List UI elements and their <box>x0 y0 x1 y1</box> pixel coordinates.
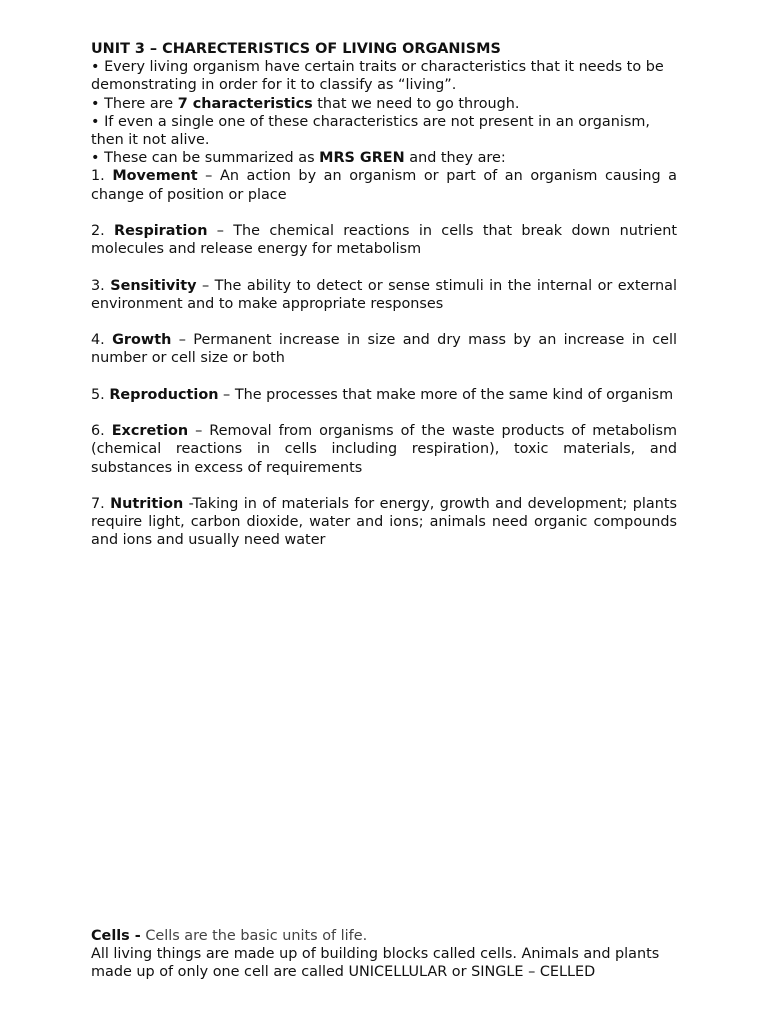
bold-mrs-gren: MRS GREN <box>319 150 405 167</box>
characteristic-nutrition: 7. Nutrition -Taking in of materials for energy, growth and development; plants require light, carbon dioxide, water and ions; animals need organic compounds and ions and usually need water <box>91 495 677 549</box>
main-content <box>91 40 677 568</box>
intro-bullet-4: • These can be summarized as MRS GREN and they are: <box>91 150 506 167</box>
characteristic-sensitivity: 3. Sensitivity – The ability to detect or sense stimuli in the internal or external environment and to make appropriate responses <box>91 277 677 312</box>
intro-bullet-3: • If even a single one of these characteristics are not present in an organism, then it not alive. <box>91 113 650 149</box>
characteristic-movement: 1. Movement – An action by an organism or part of an organism causing a change of position or place <box>91 168 677 203</box>
intro-bullet-1: • Every living organism have certain traits or characteristics that it needs to be demonstrating in order for it to classify as “living”. <box>91 59 664 94</box>
cells-heading: Cells - <box>91 928 141 944</box>
characteristic-growth: 4. Growth – Permanent increase in size and dry mass by an increase in cell number or cell size or both <box>91 332 677 367</box>
characteristic-excretion: 6. Excretion – Removal from organisms of the waste products of metabolism (chemical reactions in cells including respiration), toxic materials, and substances in excess of requirements <box>91 423 677 476</box>
cells-heading-line <box>91 927 677 945</box>
intro-bullet-2: • There are 7 characteristics that we need to go through. <box>91 95 520 112</box>
cells-section <box>91 927 677 982</box>
cells-tagline: Cells are the basic units of life. <box>140 928 368 944</box>
bold-7-characteristics: 7 characteristics <box>177 95 313 112</box>
page-title: UNIT 3 – CHARECTERISTICS OF LIVING ORGANISMS <box>91 41 501 57</box>
cells-body: All living things are made up of building blocks called cells. Animals and plants made up of only one cell are called UNICELLULAR or SINGLE – CELLED <box>91 946 660 981</box>
characteristic-reproduction: 5. Reproduction – The processes that make more of the same kind of organism <box>91 386 674 403</box>
characteristic-respiration: 2. Respiration – The chemical reactions in cells that break down nutrient molecules and release energy for metabolism <box>91 223 677 258</box>
